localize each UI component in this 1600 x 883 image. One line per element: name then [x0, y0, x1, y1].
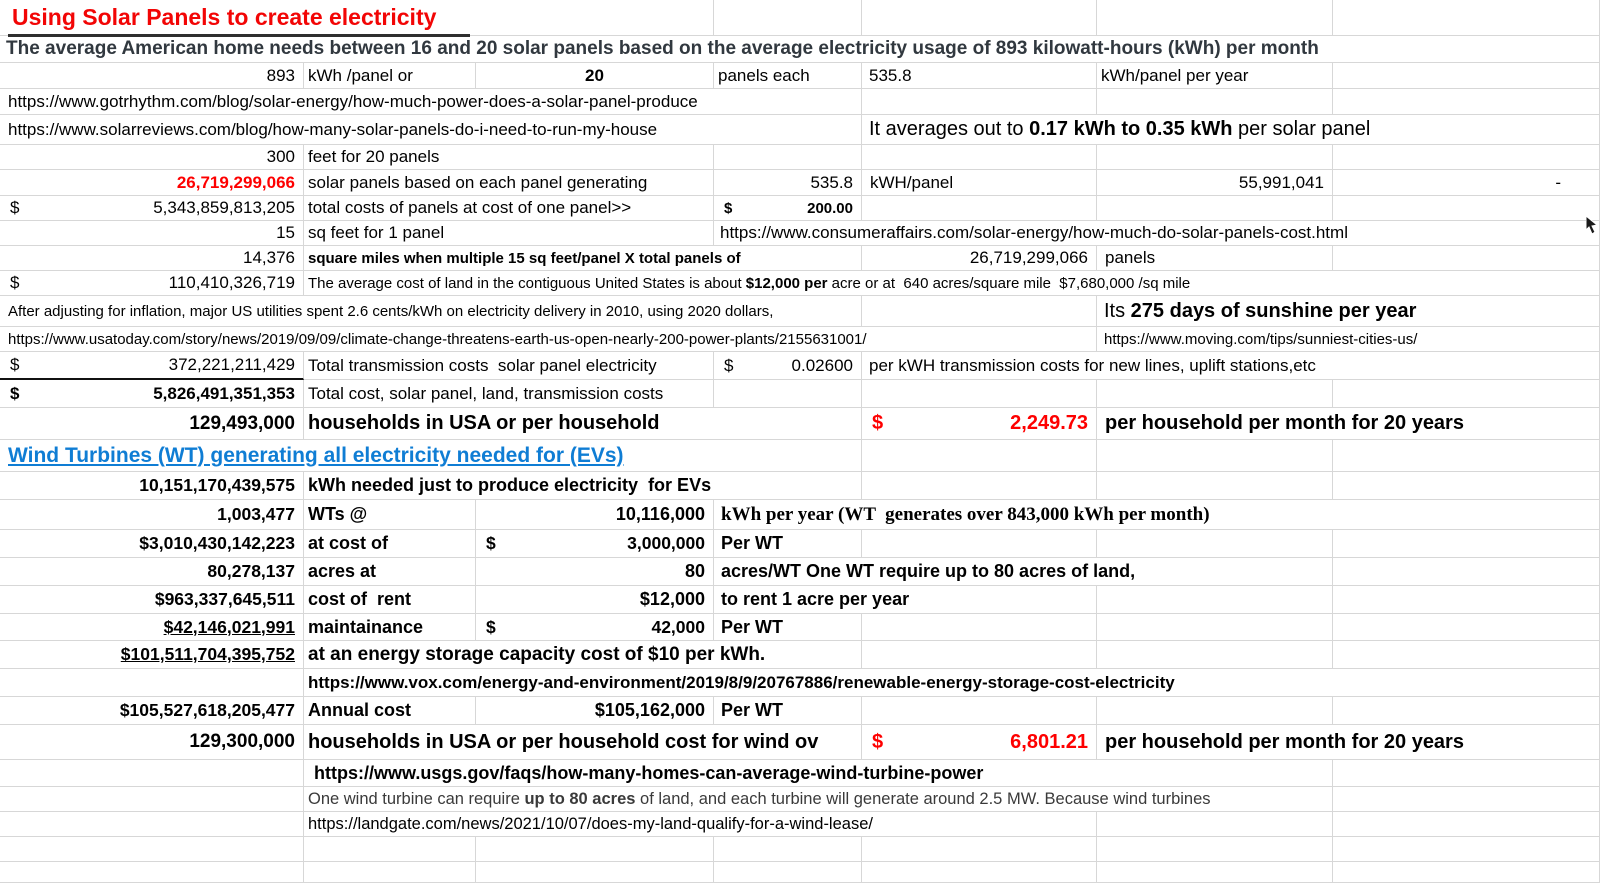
empty-cell[interactable] [1097, 145, 1333, 170]
empty-cell[interactable] [1333, 472, 1600, 500]
cell-value: 10,116,000 [615, 504, 705, 524]
currency-symbol: $ [10, 273, 20, 292]
cell-value: households in USA or per household cost for wind ov [308, 730, 819, 753]
panel-cost-desc-cell[interactable] [304, 196, 714, 221]
empty-cell[interactable] [1333, 760, 1600, 787]
gotrhythm-link-cell[interactable] [0, 89, 862, 115]
subtitle-cell[interactable] [0, 36, 1600, 63]
panel-count-cell[interactable] [476, 63, 714, 89]
empty-cell[interactable] [862, 837, 1097, 862]
cell-value: 15 [276, 223, 295, 242]
sheet-title-cell[interactable] [0, 0, 714, 36]
wind-note-cell[interactable] [304, 787, 1333, 812]
currency-symbol: $ [486, 533, 496, 553]
transmission-rate-cell[interactable] [714, 352, 862, 380]
consumeraffairs-link-cell[interactable] [714, 221, 1600, 246]
cell-value: per household per month for 20 years [1105, 412, 1464, 434]
cell-value: 55,991,041 [1238, 172, 1324, 192]
solar-monthly-cost-cell[interactable] [862, 408, 1097, 440]
desc-bold: $12,000 per [745, 274, 828, 292]
desc-text: acre or at 640 acres/square mile $7,680,000 /sq mile [827, 274, 1191, 292]
empty-cell[interactable] [1097, 641, 1333, 669]
row-wt-acres [0, 558, 1600, 586]
cell-value: kWh /panel or [308, 65, 413, 85]
cell-value: Per WT [721, 616, 784, 637]
empty-cell[interactable] [1333, 440, 1600, 472]
averages-note-cell[interactable] [862, 115, 1600, 145]
cell-value: households in USA or per household [308, 412, 660, 434]
feet-value-cell[interactable] [0, 145, 304, 170]
solar-monthly-label-cell[interactable] [1097, 408, 1600, 440]
cell-value: $42,146,021,991 [163, 616, 295, 637]
empty-cell[interactable] [1333, 812, 1600, 837]
panels-each-cell[interactable] [714, 63, 862, 89]
empty-cell[interactable] [1097, 862, 1333, 883]
wind-section-header-cell[interactable] [0, 440, 862, 472]
empty-cell[interactable] [1097, 697, 1333, 725]
empty-cell[interactable] [1333, 145, 1600, 170]
sqmiles-desc-cell[interactable] [304, 246, 862, 271]
row-subtitle [0, 36, 1600, 63]
maintenance-label-cell[interactable] [304, 614, 476, 641]
desc-text: The average cost of land in the contiguous United States is about [308, 274, 746, 292]
cell-value: $963,337,645,511 [154, 589, 295, 609]
empty-cell[interactable] [0, 837, 304, 862]
cell-value: kWh per year (WT generates over 843,000 kWh per month) [721, 503, 1210, 525]
per-wt-cell[interactable] [714, 697, 862, 725]
subtitle-text: The average American home needs between 16 and 20 solar panels based on the average electricity usage of 893 kilowatt-hours (kWh) per month [6, 38, 1319, 59]
cell-value: WTs @ [308, 504, 368, 524]
households-count-cell[interactable] [0, 408, 304, 440]
wt-kwh-cell[interactable] [476, 500, 714, 530]
empty-cell[interactable] [1333, 89, 1600, 115]
url-text: https://www.usgs.gov/faqs/how-many-homes-can-average-wind-turbine-power [314, 762, 984, 783]
cell-value: sq feet for 1 panel [308, 223, 445, 242]
kwh-unit-cell[interactable] [862, 170, 1097, 196]
row-wt-maintenance [0, 614, 1600, 641]
landgate-link-cell[interactable] [304, 812, 1097, 837]
cell-value: kWh needed just to produce electricity for EVs [308, 475, 712, 495]
empty-cell[interactable] [0, 669, 304, 697]
wt-label-cell[interactable] [304, 500, 476, 530]
sqfeet-label-cell[interactable] [304, 221, 714, 246]
row-roof-feet [0, 145, 1600, 170]
empty-cell[interactable] [862, 697, 1097, 725]
currency-symbol: $ [10, 198, 20, 217]
empty-cell[interactable] [862, 440, 1097, 472]
row-title [0, 0, 1600, 36]
url-text: https://www.solarreviews.com/blog/how-many-solar-panels-do-i-need-to-run-my-house [8, 119, 658, 139]
annual-cost-label-cell[interactable] [304, 697, 476, 725]
row-url-solarreviews [0, 115, 1600, 145]
dash-cell[interactable] [1333, 170, 1600, 196]
cell-value: $3,010,430,142,223 [139, 533, 295, 553]
cell-value: Total transmission costs solar panel electricity [308, 355, 657, 375]
transmission-cost-cell[interactable] [0, 352, 304, 380]
cell-value: Per WT [721, 533, 784, 553]
row-total-panels [0, 170, 1600, 196]
row-land-cost [0, 271, 1600, 296]
sunshine-note-cell[interactable] [1097, 296, 1600, 327]
row-total-panel-cost [0, 196, 1600, 221]
per-wt-cell[interactable] [714, 614, 862, 641]
empty-cell[interactable] [714, 380, 862, 408]
maintenance-cost-cell[interactable] [0, 614, 304, 641]
wt-total-cost-cell[interactable] [0, 530, 304, 558]
cell-value: 14,376 [243, 248, 295, 267]
row-storage-cost [0, 641, 1600, 669]
note-text: It averages out to [869, 118, 1030, 140]
currency-symbol: $ [724, 355, 734, 375]
empty-cell[interactable] [714, 0, 862, 36]
empty-cell[interactable] [1097, 89, 1333, 115]
currency-symbol: $ [724, 199, 733, 217]
cell-value: kWH/panel [870, 172, 954, 192]
currency-symbol: $ [486, 616, 496, 637]
row-annual-cost [0, 697, 1600, 725]
empty-cell[interactable] [862, 296, 1097, 327]
land-cost-desc-cell[interactable] [304, 271, 1600, 296]
cell-value: panels [1105, 248, 1156, 267]
kwh-rate-cell[interactable] [714, 170, 862, 196]
wt-count-cell[interactable] [0, 500, 304, 530]
empty-cell[interactable] [1097, 196, 1333, 221]
cell-value: Total cost, solar panel, land, transmission costs [308, 383, 664, 403]
acres-label-cell[interactable] [304, 558, 476, 586]
url-text: https://www.gotrhythm.com/blog/solar-energy/how-much-power-does-a-solar-panel-produce [8, 91, 698, 111]
empty-cell[interactable] [862, 0, 1097, 36]
url-text: https://www.vox.com/energy-and-environment/2019/8/9/20767886/renewable-energy-storage-cost-electricity [308, 672, 1175, 692]
acres-note-cell[interactable] [714, 558, 1333, 586]
empty-cell[interactable] [1097, 812, 1333, 837]
empty-cell[interactable] [1333, 614, 1600, 641]
cell-value: acres at [308, 561, 377, 581]
empty-cell[interactable] [862, 89, 1097, 115]
annual-cost-cell[interactable] [0, 697, 304, 725]
currency-symbol: $ [10, 383, 20, 403]
transmission-desc-cell[interactable] [304, 352, 714, 380]
empty-cell[interactable] [1333, 787, 1600, 812]
moving-link-cell[interactable] [1097, 327, 1600, 352]
empty-cell[interactable] [304, 862, 476, 883]
ev-kwh-value-cell[interactable] [0, 472, 304, 500]
empty-cell[interactable] [1097, 380, 1333, 408]
title-underline [8, 34, 470, 37]
empty-cell[interactable] [476, 837, 714, 862]
empty-cell[interactable] [1097, 440, 1333, 472]
row-wt-count [0, 500, 1600, 530]
cell-value: 26,719,299,066 [969, 248, 1088, 267]
kwh-per-year-label-cell[interactable] [1097, 63, 1333, 89]
empty-cell[interactable] [0, 862, 304, 883]
empty-cell[interactable] [862, 472, 1097, 500]
storage-cost-cell[interactable] [0, 641, 304, 669]
rent-note-cell[interactable] [714, 586, 1097, 614]
empty-cell[interactable] [862, 641, 1097, 669]
cell-value: feet for 20 panels [308, 147, 440, 166]
empty-cell[interactable] [862, 614, 1097, 641]
land-cost-cell[interactable] [0, 271, 304, 296]
empty-cell[interactable] [1333, 641, 1600, 669]
cell-value: square miles when multiple 15 sq feet/panel X total panels of [308, 249, 741, 267]
cell-value: kWh/panel per year [1101, 65, 1249, 85]
cell-value: 5,826,491,351,353 [153, 383, 295, 403]
empty-cell[interactable] [1097, 472, 1333, 500]
annual-per-wt-cell[interactable] [476, 697, 714, 725]
panels-unit-cell[interactable] [1097, 246, 1333, 271]
households-count-cell[interactable] [0, 725, 304, 760]
total-solar-cost-cell[interactable] [0, 380, 304, 408]
rent-label-cell[interactable] [304, 586, 476, 614]
empty-cell[interactable] [1333, 246, 1600, 271]
cell-value: per household per month for 20 years [1105, 730, 1464, 753]
cell-value: 893 [266, 65, 295, 85]
rent-cost-cell[interactable] [0, 586, 304, 614]
cell-value: 110,410,326,719 [168, 273, 295, 292]
row-url-usgs [0, 760, 1600, 787]
feet-label-cell[interactable] [304, 145, 714, 170]
cell-value: 535.8 [810, 172, 853, 192]
cell-value: 535.8 [869, 65, 912, 85]
note-bold: 0.17 kWh to 0.35 kWh [1029, 118, 1233, 140]
cell-value: $105,162,000 [594, 700, 705, 720]
row-url-landgate [0, 812, 1600, 837]
cell-value: 200.00 [807, 199, 853, 217]
cell-value: Annual cost [308, 700, 412, 720]
url-text: https://www.consumeraffairs.com/solar-energy/how-much-do-solar-panels-cost.html [720, 223, 1348, 242]
empty-cell[interactable] [0, 812, 304, 837]
per-wt-cell[interactable] [714, 530, 862, 558]
cell-value: $105,527,618,205,477 [119, 700, 295, 720]
panel-total-cost-cell[interactable] [0, 196, 304, 221]
acres-per-wt-cell[interactable] [476, 558, 714, 586]
cell-value: 300 [266, 147, 295, 166]
empty-cell[interactable] [862, 145, 1097, 170]
wt-kwh-note-cell[interactable] [714, 500, 1600, 530]
note-text: After adjusting for inflation, major US utilities spent 2.6 cents/kWh on electricity delivery in 2010, using 2020 dollars, [8, 302, 774, 320]
panels-total-repeat-cell[interactable] [862, 246, 1097, 271]
cell-value: 20 [585, 65, 604, 85]
row-wind-per-household [0, 725, 1600, 760]
cell-value: 42,000 [651, 616, 705, 637]
row-total-solar-cost [0, 380, 1600, 408]
cell-value: panels each [718, 65, 810, 85]
url-text: https://www.usatoday.com/story/news/2019/09/09/climate-change-threatens-earth-us-open-nearly-200-power-plants/2155631001/ [8, 330, 867, 348]
row-sq-feet [0, 221, 1600, 246]
cell-value: 6,801.21 [1010, 730, 1088, 753]
note-text: of land, and each turbine will generate around 2.5 MW. Because wind turbines [635, 789, 1211, 808]
inflation-note-cell[interactable] [0, 296, 862, 327]
usatoday-link-cell[interactable] [0, 327, 1097, 352]
row-transmission-note [0, 296, 1600, 327]
cell-value: $101,511,704,395,752 [120, 644, 295, 664]
empty-cell[interactable] [862, 380, 1097, 408]
cell-value: 0.02600 [791, 355, 853, 375]
empty-cell[interactable] [1333, 530, 1600, 558]
empty-cell[interactable] [1333, 196, 1600, 221]
empty-cell[interactable] [0, 760, 304, 787]
url-text: https://www.moving.com/tips/sunniest-cities-us/ [1104, 330, 1418, 348]
cell-value: to rent 1 acre per year [721, 589, 910, 609]
cell-value: acres/WT One WT require up to 80 acres of land, [721, 561, 1136, 581]
empty-cell[interactable] [1333, 586, 1600, 614]
row-wind-note [0, 787, 1600, 812]
empty-cell[interactable] [862, 196, 1097, 221]
kwh-label-cell[interactable] [304, 63, 476, 89]
note-text: One wind turbine can require [308, 789, 525, 808]
wt-acres-cell[interactable] [0, 558, 304, 586]
cell-value: total costs of panels at cost of one panel>> [308, 198, 632, 217]
currency-symbol: $ [10, 355, 20, 374]
cell-value: 129,493,000 [189, 412, 295, 434]
kwh-value-cell[interactable] [0, 63, 304, 89]
row-transmission-costs [0, 352, 1600, 380]
cell-value: Per WT [721, 700, 784, 720]
row-panel-basics [0, 63, 1600, 89]
empty-cell[interactable] [714, 837, 862, 862]
empty-cell[interactable] [1333, 558, 1600, 586]
households-label-cell[interactable] [304, 408, 862, 440]
vox-link-cell[interactable] [304, 669, 1600, 697]
ev-kwh-label-cell[interactable] [304, 472, 862, 500]
empty-cell[interactable] [1097, 530, 1333, 558]
empty-cell[interactable] [1097, 837, 1333, 862]
row-ev-kwh [0, 472, 1600, 500]
currency-symbol: $ [872, 412, 884, 434]
row-url-vox [0, 669, 1600, 697]
maintenance-per-wt-cell[interactable] [476, 614, 714, 641]
panels-desc-cell[interactable] [304, 170, 714, 196]
cell-value: $12,000 [639, 589, 705, 609]
empty-cell[interactable] [1333, 697, 1600, 725]
sheet-title: Using Solar Panels to create electricity [12, 4, 437, 30]
aux-number-cell[interactable] [1097, 170, 1333, 196]
sqmiles-value-cell[interactable] [0, 246, 304, 271]
empty-cell[interactable] [0, 787, 304, 812]
transmission-rate-desc-cell[interactable] [862, 352, 1600, 380]
rent-per-acre-cell[interactable] [476, 586, 714, 614]
wind-households-label-cell[interactable] [304, 725, 862, 760]
empty-cell[interactable] [1333, 837, 1600, 862]
row-wt-rent [0, 586, 1600, 614]
storage-desc-cell[interactable] [304, 641, 862, 669]
cell-value: 1,003,477 [217, 504, 295, 524]
url-text: https://landgate.com/news/2021/10/07/does-my-land-qualify-for-a-wind-lease/ [308, 814, 873, 833]
row-urls [0, 327, 1600, 352]
note-bold: up to 80 acres [524, 789, 636, 808]
wind-monthly-label-cell[interactable] [1097, 725, 1600, 760]
usgs-link-cell[interactable] [304, 760, 1333, 787]
cell-value: cost of rent [308, 589, 412, 609]
cell-value: per kWH transmission costs for new lines, uplift stations,etc [869, 355, 1316, 375]
total-solar-desc-cell[interactable] [304, 380, 714, 408]
wt-unit-cost-cell[interactable] [476, 530, 714, 558]
row-wind-header [0, 440, 1600, 472]
currency-symbol: $ [872, 730, 884, 753]
cell-value: 80 [684, 561, 705, 581]
cell-value: 2,249.73 [1010, 412, 1088, 434]
empty-cell[interactable] [1097, 614, 1333, 641]
panel-unit-price-cell[interactable] [714, 196, 862, 221]
cell-value: 5,343,859,813,205 [153, 198, 295, 217]
row-square-miles [0, 246, 1600, 271]
kwh-per-panel-cell[interactable] [862, 63, 1097, 89]
row-url-gotrhythm [0, 89, 1600, 115]
solarreviews-link-cell[interactable] [0, 115, 862, 145]
total-panels-cell[interactable] [0, 170, 304, 196]
empty-cell[interactable] [1333, 63, 1600, 89]
note-text: Its [1104, 299, 1131, 322]
sqfeet-value-cell[interactable] [0, 221, 304, 246]
cell-value: solar panels based on each panel generating [308, 172, 648, 192]
empty-cell[interactable] [862, 862, 1097, 883]
note-bold: 275 days of sunshine per year [1130, 299, 1417, 322]
cell-value: maintainance [308, 616, 424, 637]
empty-cell[interactable] [1097, 0, 1333, 36]
cell-value: 80,278,137 [207, 561, 295, 581]
empty-cell[interactable] [304, 837, 476, 862]
cell-value: at an energy storage capacity cost of $10 per kWh. [308, 643, 766, 665]
empty-cell[interactable] [476, 862, 714, 883]
row-solar-per-household [0, 408, 1600, 440]
cell-value: 10,151,170,439,575 [139, 475, 295, 495]
row-wt-cost [0, 530, 1600, 558]
cell-value: 3,000,000 [627, 533, 705, 553]
empty-cell[interactable] [1333, 0, 1600, 36]
wt-cost-label-cell[interactable] [304, 530, 476, 558]
row-empty [0, 862, 1600, 883]
empty-cell[interactable] [714, 145, 862, 170]
note-text: per solar panel [1232, 118, 1371, 140]
wind-monthly-cost-cell[interactable] [862, 725, 1097, 760]
mouse-cursor-icon [1586, 216, 1600, 236]
cell-value: 372,221,211,429 [168, 355, 295, 374]
empty-cell[interactable] [714, 862, 862, 883]
row-empty [0, 837, 1600, 862]
empty-cell[interactable] [1333, 862, 1600, 883]
empty-cell[interactable] [1333, 380, 1600, 408]
cell-value: 26,719,299,066 [176, 172, 295, 192]
empty-cell[interactable] [862, 530, 1097, 558]
cell-value: - [1555, 172, 1561, 192]
empty-cell[interactable] [1097, 586, 1333, 614]
section-title: Wind Turbines (WT) generating all electricity needed for (EVs) [8, 443, 624, 467]
cell-value: 129,300,000 [189, 731, 295, 752]
cell-value: at cost of [308, 533, 389, 553]
